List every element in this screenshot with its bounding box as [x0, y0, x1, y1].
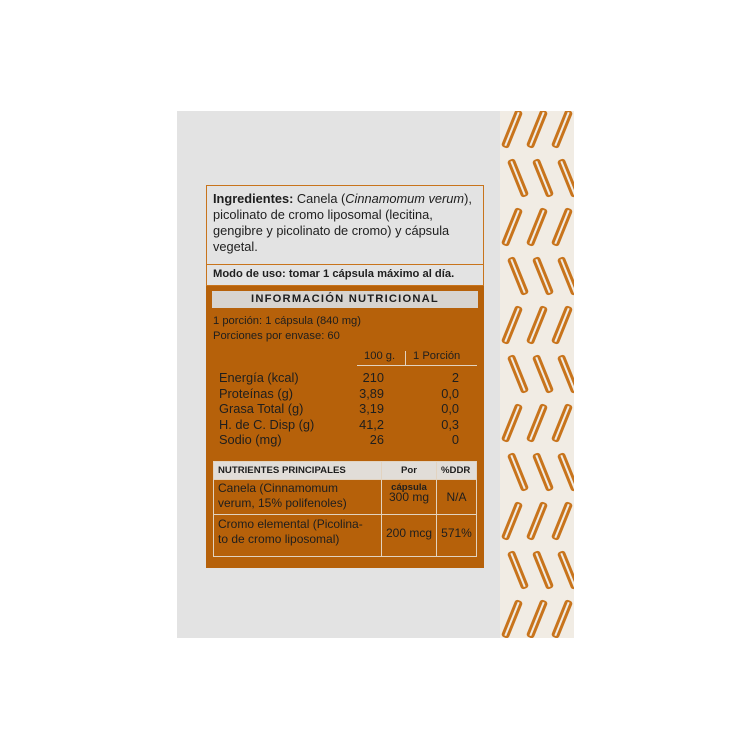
- nutrient-name-line2: verum, 15% polifenoles): [218, 496, 347, 510]
- cinnamon-stick-icon: [526, 599, 548, 638]
- header-nutrients: NUTRIENTES PRINCIPALES: [214, 462, 381, 479]
- cinnamon-stick-icon: [551, 403, 573, 443]
- ingredients-text-pre: Canela (: [293, 191, 346, 206]
- cinnamon-stick-icon: [532, 452, 554, 492]
- nutrient-per-portion: 0,3: [441, 416, 459, 432]
- nutrient-per-portion: 0,0: [441, 401, 459, 416]
- cinnamon-stick-icon: [501, 599, 523, 638]
- cinnamon-stick-pattern-icon: [500, 111, 574, 638]
- nutrition-row: [219, 432, 479, 448]
- column-divider: [405, 351, 406, 365]
- cinnamon-stick-icon: [557, 256, 574, 296]
- nutrient-name: [218, 481, 347, 511]
- nutrient-per-100g: 26: [369, 432, 384, 447]
- cinnamon-stick-icon: [526, 111, 548, 149]
- nutrition-panel: [206, 286, 484, 568]
- cinnamon-stick-icon: [501, 501, 523, 541]
- cinnamon-stick-icon: [501, 111, 523, 149]
- nutrition-row: [219, 370, 479, 386]
- nutrition-column-headers: [357, 349, 477, 366]
- nutrition-row: [219, 386, 479, 402]
- table-divider: [381, 462, 382, 556]
- header-ddr: %DDR: [437, 462, 476, 479]
- cinnamon-stick-icon: [507, 550, 529, 590]
- cinnamon-stick-icon: [526, 403, 548, 443]
- table-divider: [436, 462, 437, 556]
- cinnamon-stick-icon: [557, 354, 574, 394]
- portion-size: 1 porción: 1 cápsula (840 mg): [213, 315, 362, 327]
- cinnamon-stick-icon: [551, 305, 573, 345]
- header-per-capsule: Por cápsula: [382, 462, 436, 479]
- nutrient-amount: 200 mcg: [385, 526, 433, 540]
- nutrient-amount: 300 mg: [388, 490, 430, 504]
- column-portion: 1 Porción: [413, 350, 461, 362]
- cinnamon-stick-icon: [507, 452, 529, 492]
- cinnamon-stick-icon: [501, 207, 523, 247]
- nutrient-name: [218, 517, 363, 547]
- cinnamon-stick-icon: [557, 158, 574, 198]
- nutrient-per-100g: 210: [362, 370, 384, 385]
- nutrient-name-line1: Canela (Cinnamomum: [218, 481, 339, 495]
- nutrient-per-portion: 0,0: [441, 385, 459, 401]
- cinnamon-stick-icon: [526, 501, 548, 541]
- nutrient-per-portion: 2: [451, 370, 459, 385]
- main-nutrients-table: [213, 461, 477, 557]
- nutrient-label: H. de C. Disp (g): [219, 416, 315, 432]
- cinnamon-stick-icon: [532, 256, 554, 296]
- nutrition-row: [219, 417, 479, 433]
- cinnamon-stick-icon: [551, 599, 573, 638]
- nutrient-per-100g: 3,19: [359, 401, 384, 416]
- cinnamon-stick-icon: [507, 354, 529, 394]
- ingredients-label: Ingredientes:: [213, 191, 294, 206]
- nutrient-name-line2: to de cromo liposomal): [218, 532, 340, 546]
- cinnamon-stick-icon: [501, 305, 523, 345]
- cinnamon-stick-icon: [532, 158, 554, 198]
- cinnamon-stick-icon: [557, 452, 574, 492]
- cinnamon-stick-icon: [557, 550, 574, 590]
- table-divider: [214, 479, 476, 480]
- cinnamon-stick-icon: [507, 256, 529, 296]
- nutrition-rows: [219, 370, 479, 448]
- nutrient-per-100g: 3,89: [359, 385, 384, 401]
- cinnamon-stick-icon: [501, 403, 523, 443]
- usage-instructions: Modo de uso: tomar 1 cápsula máximo al día.: [206, 265, 484, 286]
- nutrient-label: Sodio (mg): [219, 432, 282, 447]
- nutrient-label: Proteínas (g): [219, 385, 293, 401]
- ingredients-latin-name: Cinnamomum verum: [345, 191, 465, 206]
- nutrient-ddr: N/A: [446, 490, 467, 504]
- cinnamon-stick-icon: [551, 501, 573, 541]
- nutrient-ddr: 571%: [441, 526, 472, 540]
- nutrition-row: [219, 401, 479, 417]
- nutrient-label: Grasa Total (g): [219, 401, 304, 416]
- cinnamon-stick-icon: [532, 550, 554, 590]
- nutrient-name-line1: Cromo elemental (Picolina-: [218, 517, 363, 531]
- cinnamon-stick-icon: [507, 158, 529, 198]
- cinnamon-stick-icon: [526, 305, 548, 345]
- cinnamon-stick-icon: [526, 207, 548, 247]
- column-100g: 100 g.: [364, 350, 396, 362]
- nutrition-title: INFORMACIÓN NUTRICIONAL: [212, 291, 478, 308]
- nutrient-label: Energía (kcal): [219, 370, 299, 385]
- cinnamon-stick-icon: [551, 207, 573, 247]
- table-divider: [214, 514, 476, 515]
- cinnamon-stick-icon: [551, 111, 573, 149]
- ingredients-box: [206, 185, 484, 265]
- nutrient-per-100g: 41,2: [359, 416, 384, 432]
- ingredients-text-post: ), picolinato de cromo liposomal (lecitina, gengibre y picolinato de cromo) y cápsula vegetal.: [213, 191, 472, 254]
- nutrient-per-portion: 0: [451, 432, 459, 447]
- cinnamon-stick-icon: [532, 354, 554, 394]
- servings-per-container: Porciones por envase: 60: [213, 330, 340, 342]
